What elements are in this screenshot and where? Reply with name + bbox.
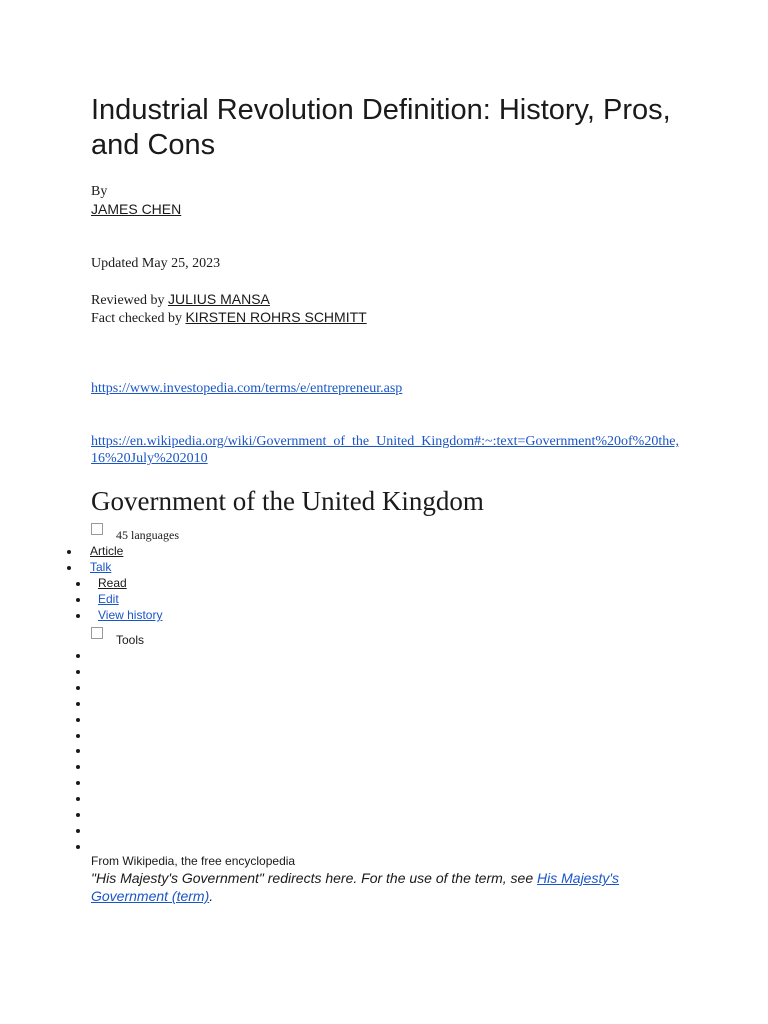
wikipedia-link[interactable]: https://en.wikipedia.org/wiki/Government_of_the_United_Kingdom#:~:text=Government%20of%20the,16%20July%202010 xyxy=(91,434,679,466)
empty-list-bullet xyxy=(76,845,80,849)
hatnote-end: . xyxy=(209,888,214,904)
investopedia-link[interactable]: https://www.investopedia.com/terms/e/entrepreneur.asp xyxy=(91,381,403,396)
tab-article[interactable]: Article xyxy=(90,544,124,558)
factchecker-link[interactable]: KIRSTEN ROHRS SCHMITT xyxy=(185,309,367,325)
languages-checkbox[interactable] xyxy=(91,523,103,535)
reviewed-line xyxy=(91,291,270,309)
byline-label: By xyxy=(91,184,108,199)
article-title: Industrial Revolution Definition: History, Pros, and Cons xyxy=(91,94,671,161)
empty-list-bullet xyxy=(76,781,80,785)
reviewer-link[interactable]: JULIUS MANSA xyxy=(167,291,270,307)
factchecked-label: Fact checked by xyxy=(91,311,182,326)
empty-list-bullet xyxy=(76,702,80,706)
hatnote-link[interactable]: His Majesty's Government (term) xyxy=(91,870,620,904)
empty-list-bullet xyxy=(76,749,80,753)
hatnote-text: "His Majesty's Government" redirects here. For the use of the term, see xyxy=(91,870,538,886)
tab-read[interactable]: Read xyxy=(98,576,127,590)
author-link[interactable]: JAMES CHEN xyxy=(91,201,182,217)
empty-list-bullet xyxy=(76,734,80,738)
empty-list-bullet xyxy=(76,829,80,833)
empty-list-bullet xyxy=(76,686,80,690)
reviewed-label: Reviewed by xyxy=(91,293,165,308)
languages-label[interactable]: 45 languages xyxy=(116,528,179,542)
hatnote xyxy=(91,869,691,905)
tools-checkbox[interactable] xyxy=(91,627,103,639)
wiki-page-title: Government of the United Kingdom xyxy=(91,486,484,516)
tab-talk[interactable]: Talk xyxy=(90,560,112,574)
tools-label[interactable]: Tools xyxy=(116,633,145,647)
factchecked-line xyxy=(91,309,367,327)
tab-view-history[interactable]: View history xyxy=(98,608,163,622)
tab-edit[interactable]: Edit xyxy=(98,592,119,606)
bullet xyxy=(67,566,71,570)
empty-list-bullet xyxy=(76,797,80,801)
empty-list-bullet xyxy=(76,765,80,769)
empty-list-bullet xyxy=(76,813,80,817)
from-wikipedia-tagline: From Wikipedia, the free encyclopedia xyxy=(91,854,296,868)
bullet xyxy=(76,582,80,586)
empty-list-bullet xyxy=(76,718,80,722)
bullet xyxy=(76,598,80,602)
bullet xyxy=(76,614,80,618)
updated-date: Updated May 25, 2023 xyxy=(91,256,221,271)
empty-list-bullet xyxy=(76,670,80,674)
bullet xyxy=(67,550,71,554)
empty-list-bullet xyxy=(76,654,80,658)
